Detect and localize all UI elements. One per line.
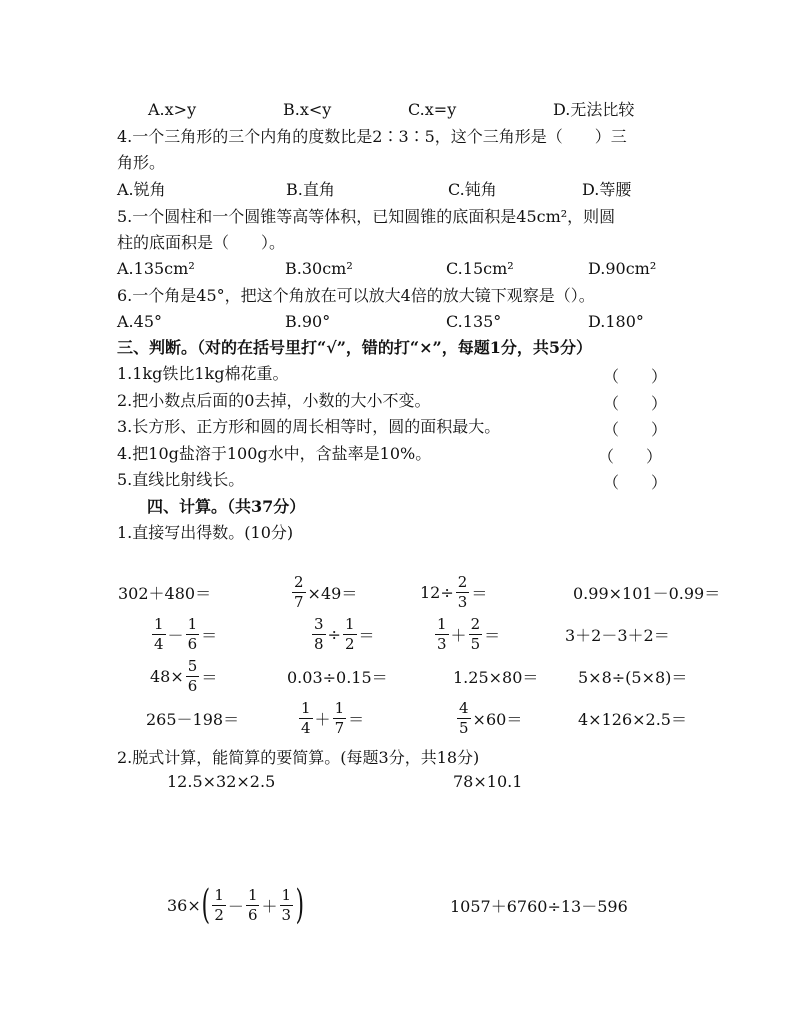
fraction: $\frac{1}{4}$	[154, 614, 164, 653]
fraction: $\frac{1}{4}$	[301, 698, 311, 737]
q5-stem-line1: 5.一个圆柱和一个圆锥等高等体积，已知圆锥的底面积是45cm²，则圆	[117, 207, 616, 226]
calc-r3c3: 1.25×80＝	[453, 667, 539, 687]
judge-answer-2[interactable]: （ ）	[603, 394, 668, 413]
fraction: $\frac{1}{3}$	[281, 885, 292, 924]
judge-answer-4[interactable]: （ ）	[598, 447, 663, 466]
calc-r2c4: 3＋2－3＋2＝	[565, 625, 670, 645]
fraction: $\frac{2}{7}$	[294, 572, 304, 611]
q3-option-c: C.x=y	[408, 100, 457, 119]
fraction: $\frac{1}{6}$	[247, 885, 258, 924]
fraction: $\frac{5}{6}$	[187, 656, 198, 695]
judge-answer-1[interactable]: （ ）	[603, 367, 668, 386]
fraction: $\frac{1}{6}$	[187, 614, 198, 653]
fraction: $\frac{1}{2}$	[214, 885, 224, 924]
fraction: $\frac{1}{3}$	[437, 614, 447, 653]
q3-option-b: B.x<y	[283, 100, 332, 119]
fraction: $\frac{1}{7}$	[334, 698, 345, 737]
step-expr-3: 36× ( $\frac{1}{2}$ － $\frac{1}{6}$ ＋ $\frac{1}{3}$ )	[167, 882, 305, 928]
q4-stem-line2: 角形。	[117, 153, 166, 172]
q4-option-a: A.锐角	[117, 180, 166, 199]
fraction: $\frac{3}{8}$	[314, 614, 324, 653]
step-expr-2: 78×10.1	[453, 771, 523, 791]
calc-r2c2: $\frac{3}{8}$ ÷ $\frac{1}{2}$ ＝	[314, 614, 375, 653]
fraction: $\frac{2}{5}$	[470, 614, 481, 653]
judge-item-3: 3.长方形、正方形和圆的周长相等时，圆的面积最大。	[117, 417, 501, 436]
calc-r4c4: 4×126×2.5＝	[578, 709, 687, 729]
calc-r1c3: 12÷ $\frac{2}{3}$ ＝	[420, 572, 488, 611]
q5-option-c: C.15cm²	[446, 259, 514, 278]
judge-answer-3[interactable]: （ ）	[603, 420, 668, 439]
q6-option-c: C.135°	[446, 312, 502, 331]
calc-r1c2: $\frac{2}{7}$ ×49＝	[294, 572, 358, 611]
q4-stem-line1: 4.一个三角形的三个内角的度数比是2∶3∶5，这个三角形是（ ）三	[117, 127, 627, 146]
judge-item-5: 5.直线比射线长。	[117, 470, 245, 489]
calc-r2c1: $\frac{1}{4}$ － $\frac{1}{6}$ ＝	[154, 614, 218, 653]
calc-r3c4: 5×8÷(5×8)＝	[578, 667, 688, 687]
calc-r3c2: 0.03÷0.15＝	[287, 667, 388, 687]
q4-option-b: B.直角	[286, 180, 335, 199]
section4-sub1: 1.直接写出得数。(10分)	[117, 523, 294, 542]
q6-option-b: B.90°	[285, 312, 331, 331]
q6-stem: 6.一个角是45°，把这个角放在可以放大4倍的放大镜下观察是（）。	[117, 286, 595, 305]
calc-r1c1: 302＋480＝	[118, 583, 212, 603]
calc-r2c3: $\frac{1}{3}$ ＋ $\frac{2}{5}$ ＝	[437, 614, 501, 653]
judge-item-4: 4.把10g盐溶于100g水中，含盐率是10%。	[117, 444, 432, 463]
q5-option-d: D.90cm²	[588, 259, 657, 278]
step-expr-1: 12.5×32×2.5	[167, 771, 276, 791]
left-paren: (	[201, 882, 210, 928]
section3-title: 三、判断。（对的在括号里打“√”，错的打“×”，每题1分，共5分）	[117, 338, 593, 357]
section4-title: 四、计算。（共37分）	[147, 497, 306, 516]
calc-r4c3: $\frac{4}{5}$ ×60＝	[459, 698, 523, 737]
judge-item-2: 2.把小数点后面的0去掉，小数的大小不变。	[117, 391, 431, 410]
calc-r4c2: $\frac{1}{4}$ ＋ $\frac{1}{7}$ ＝	[301, 698, 365, 737]
q5-stem-line2: 柱的底面积是（ ）。	[117, 233, 286, 252]
fraction: $\frac{1}{2}$	[344, 614, 355, 653]
q3-option-a: A.x>y	[148, 100, 197, 119]
right-paren: )	[295, 882, 305, 928]
section4-sub2: 2.脱式计算，能简算的要简算。(每题3分，共18分)	[117, 748, 480, 767]
fraction: $\frac{2}{3}$	[457, 572, 468, 611]
q4-option-d: D.等腰	[582, 180, 632, 199]
q6-option-d: D.180°	[588, 312, 644, 331]
q6-option-a: A.45°	[117, 312, 162, 331]
q5-option-a: A.135cm²	[117, 259, 195, 278]
q3-option-d: D.无法比较	[553, 100, 635, 119]
step-expr-4: 1057＋6760÷13－596	[450, 896, 628, 916]
calc-r1c4: 0.99×101－0.99＝	[573, 583, 721, 603]
calc-r4c1: 265－198＝	[146, 709, 240, 729]
calc-r3c1: 48× $\frac{5}{6}$ ＝	[150, 656, 218, 695]
q5-option-b: B.30cm²	[285, 259, 353, 278]
fraction: $\frac{4}{5}$	[459, 698, 469, 737]
q4-option-c: C.钝角	[448, 180, 497, 199]
judge-item-1: 1.1kg铁比1kg棉花重。	[117, 364, 289, 383]
judge-answer-5[interactable]: （ ）	[603, 473, 668, 492]
